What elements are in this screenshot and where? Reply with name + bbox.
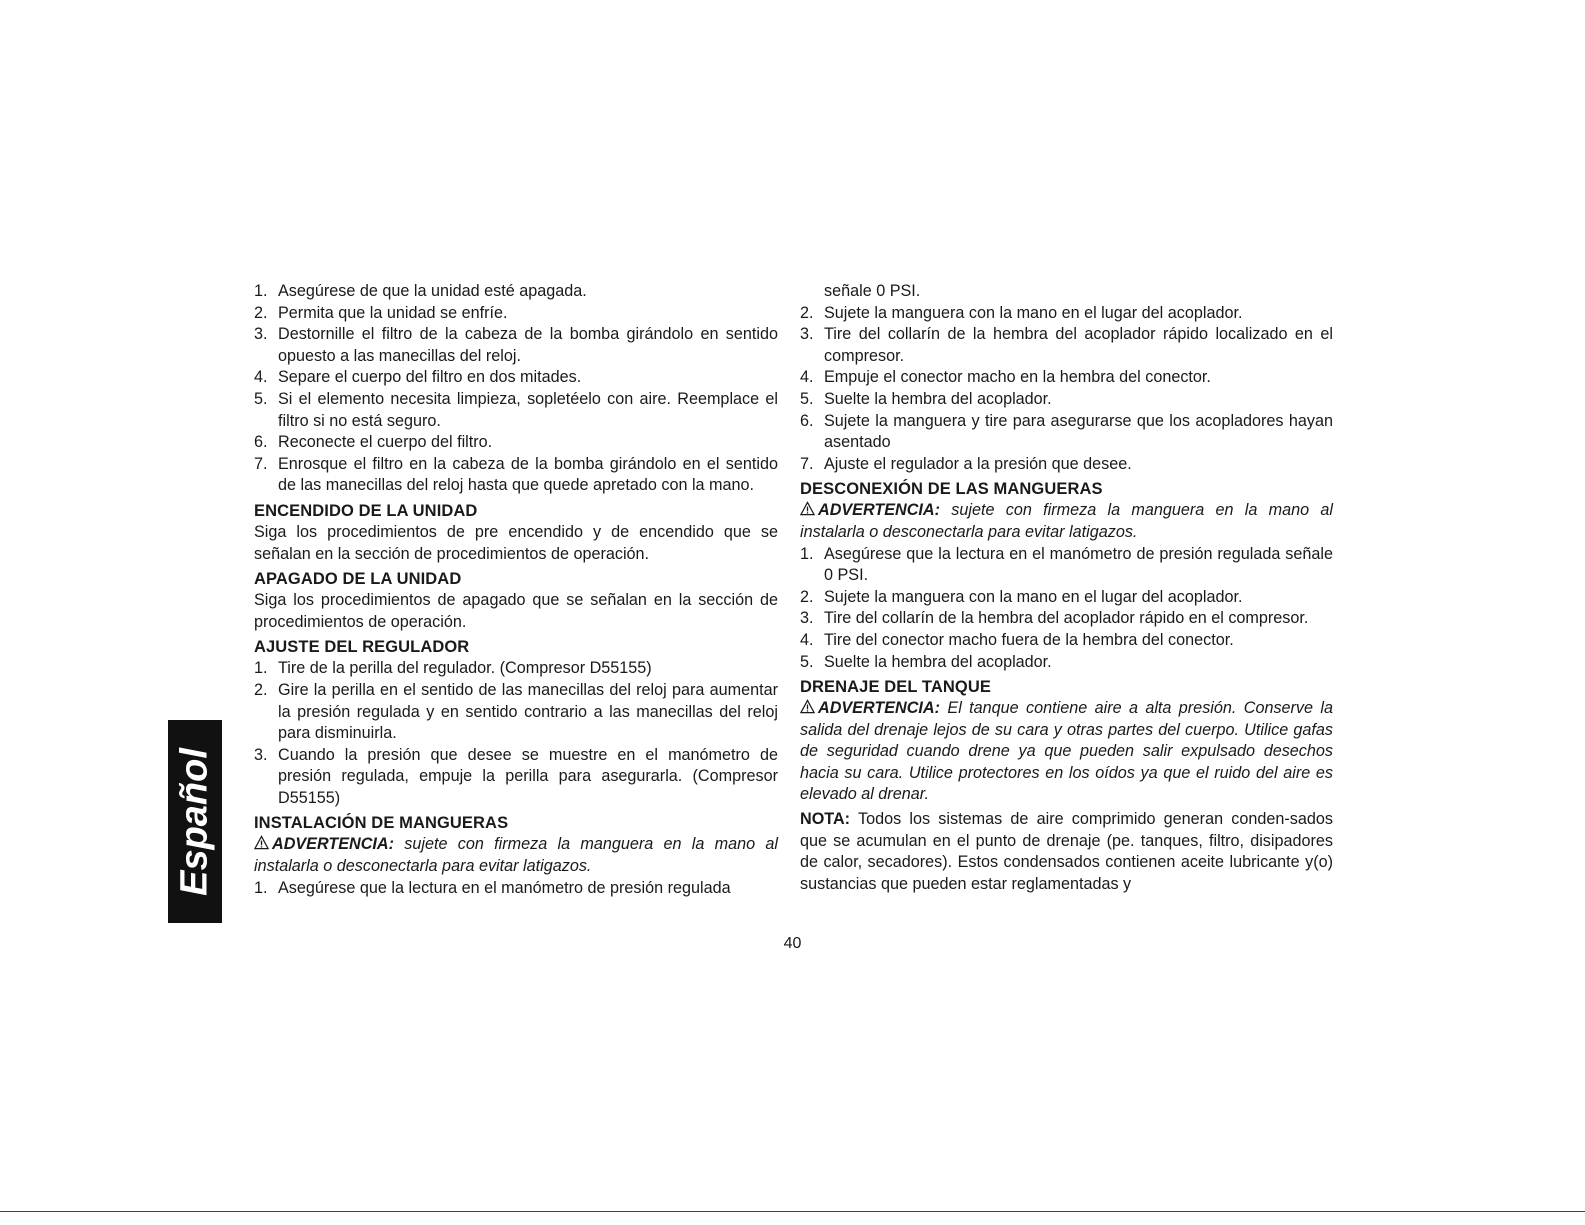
warning-text: sujete con firmeza la manguera en la mano al instalarla o desconectarla para evitar latigazos.	[800, 501, 1334, 541]
list-item: 5. Si el elemento necesita limpieza, sopletéelo con aire. Reemplace el filtro si no está seguro.	[254, 389, 778, 430]
warning-text: sujete con firmeza la manguera en la mano al instalarla o desconectarla para evitar latigazos.	[254, 835, 779, 876]
list-item: 3. Cuando la presión que desee se muestre en el manómetro de presión regulada, empuje la perilla para asegurarla. (Compresor D55155)	[254, 745, 778, 807]
note-label: NOTA:	[800, 810, 851, 829]
section-heading-instalacion: INSTALACIÓN DE MANGUERAS	[254, 814, 509, 833]
list-item: 6. Sujete la manguera y tire para asegurarse que los acopladores hayan asentado	[800, 411, 1333, 452]
list-item: 5. Suelte la hembra del acoplador.	[800, 389, 1052, 408]
list-item: 7. Ajuste el regulador a la presión que desee.	[800, 454, 1132, 473]
section-text-encendido: Siga los procedimientos de pre encendido y de encendido que se señalan en la sección de procedimientos de operación.	[254, 522, 778, 563]
language-side-tab	[168, 720, 222, 923]
warning-label: ADVERTENCIA:	[818, 501, 941, 520]
list-item: 4. Tire del conector macho fuera de la hembra del conector.	[800, 630, 1234, 649]
hose-install-steps	[254, 878, 778, 900]
section-heading-ajuste: AJUSTE DEL REGULADOR	[254, 638, 470, 657]
list-item: 7. Enrosque el filtro en la cabeza de la bomba girándolo en el sentido de las manecillas del reloj hasta que quede apretado con la mano.	[254, 454, 778, 495]
warning-triangle-icon	[800, 501, 815, 516]
list-item: 4. Separe el cuerpo del filtro en dos mitades.	[254, 368, 582, 387]
warning-desconexion	[800, 500, 1333, 543]
warning-text: El tanque contiene aire a alta presión. Conserve la salida del drenaje lejos de su cara y otras partes del cuerpo. Utilice gafas de seguridad cuando drene ya que pueden salir expulsado desechos hacia su cara. Utilice protectores en los oídos ya que el ruido del aire es elevado al drenar.	[800, 699, 1333, 804]
list-item: 3. Tire del collarín de la hembra del acoplador rápido localizado en el compresor.	[800, 325, 1333, 365]
list-item: 1. Asegúrese que la lectura en el manómetro de presión regulada	[254, 878, 731, 897]
list-item: 4. Empuje el conector macho en la hembra del conector.	[800, 368, 1211, 387]
right-column	[800, 281, 1333, 895]
section-heading-apagado: APAGADO DE LA UNIDAD	[254, 570, 462, 589]
list-item: 2. Sujete la manguera con la mano en el lugar del acoplador.	[800, 587, 1243, 606]
list-item-continuation: señale 0 PSI.	[824, 282, 921, 300]
hose-install-steps-cont	[800, 303, 1333, 476]
list-item: 2. Permita que la unidad se enfríe.	[254, 303, 508, 322]
bottom-rule	[0, 1211, 1585, 1212]
section-text-apagado: Siga los procedimientos de apagado que se señalan en la sección de procedimientos de operación.	[254, 591, 778, 631]
page-number: 40	[783, 935, 802, 952]
list-item: 6. Reconecte el cuerpo del filtro.	[254, 433, 493, 452]
left-column	[254, 281, 778, 899]
warning-triangle-icon	[254, 835, 269, 850]
section-heading-encendido: ENCENDIDO DE LA UNIDAD	[254, 501, 478, 520]
list-item: 3. Destornille el filtro de la cabeza de la bomba girándolo en sentido opuesto a las manecillas del reloj.	[254, 325, 778, 365]
note-drenaje	[800, 809, 1333, 895]
list-item: 1. Tire de la perilla del regulador. (Compresor D55155)	[254, 659, 652, 678]
language-tab-label: Español	[173, 747, 216, 896]
section-heading-desconexion: DESCONEXIÓN DE LAS MANGUERAS	[800, 480, 1103, 499]
list-item: 5. Suelte la hembra del acoplador.	[800, 652, 1052, 671]
regulator-steps	[254, 658, 778, 809]
note-text: Todos los sistemas de aire comprimido generan conden-sados que se acumulan en el punto de drenaje (pe. tanques, filtro, disipadores de calor, secadores). Estos condensados contienen aceite lubricante y(o) sustancias que pueden estar reglamentadas y	[800, 810, 1333, 893]
warning-label: ADVERTENCIA:	[818, 699, 941, 718]
warning-drenaje	[800, 698, 1333, 806]
list-item: 3. Tire del collarín de la hembra del acoplador rápido en el compresor.	[800, 609, 1309, 628]
list-item: 1. Asegúrese de que la unidad esté apagada.	[254, 282, 587, 300]
hose-disconnect-steps	[800, 544, 1333, 674]
list-item: 1. Asegúrese que la lectura en el manómetro de presión regulada señale 0 PSI.	[800, 544, 1333, 585]
filter-cleaning-steps	[254, 281, 778, 497]
warning-label: ADVERTENCIA:	[272, 835, 395, 854]
list-item: 2. Gire la perilla en el sentido de las manecillas del reloj para aumentar la presión regulada y en sentido contrario a las manecillas del reloj para disminuirla.	[254, 680, 778, 743]
section-heading-drenaje: DRENAJE DEL TANQUE	[800, 678, 991, 697]
warning-instalacion	[254, 834, 778, 877]
list-item: 2. Sujete la manguera con la mano en el lugar del acoplador.	[800, 303, 1243, 322]
warning-triangle-icon	[800, 699, 815, 714]
